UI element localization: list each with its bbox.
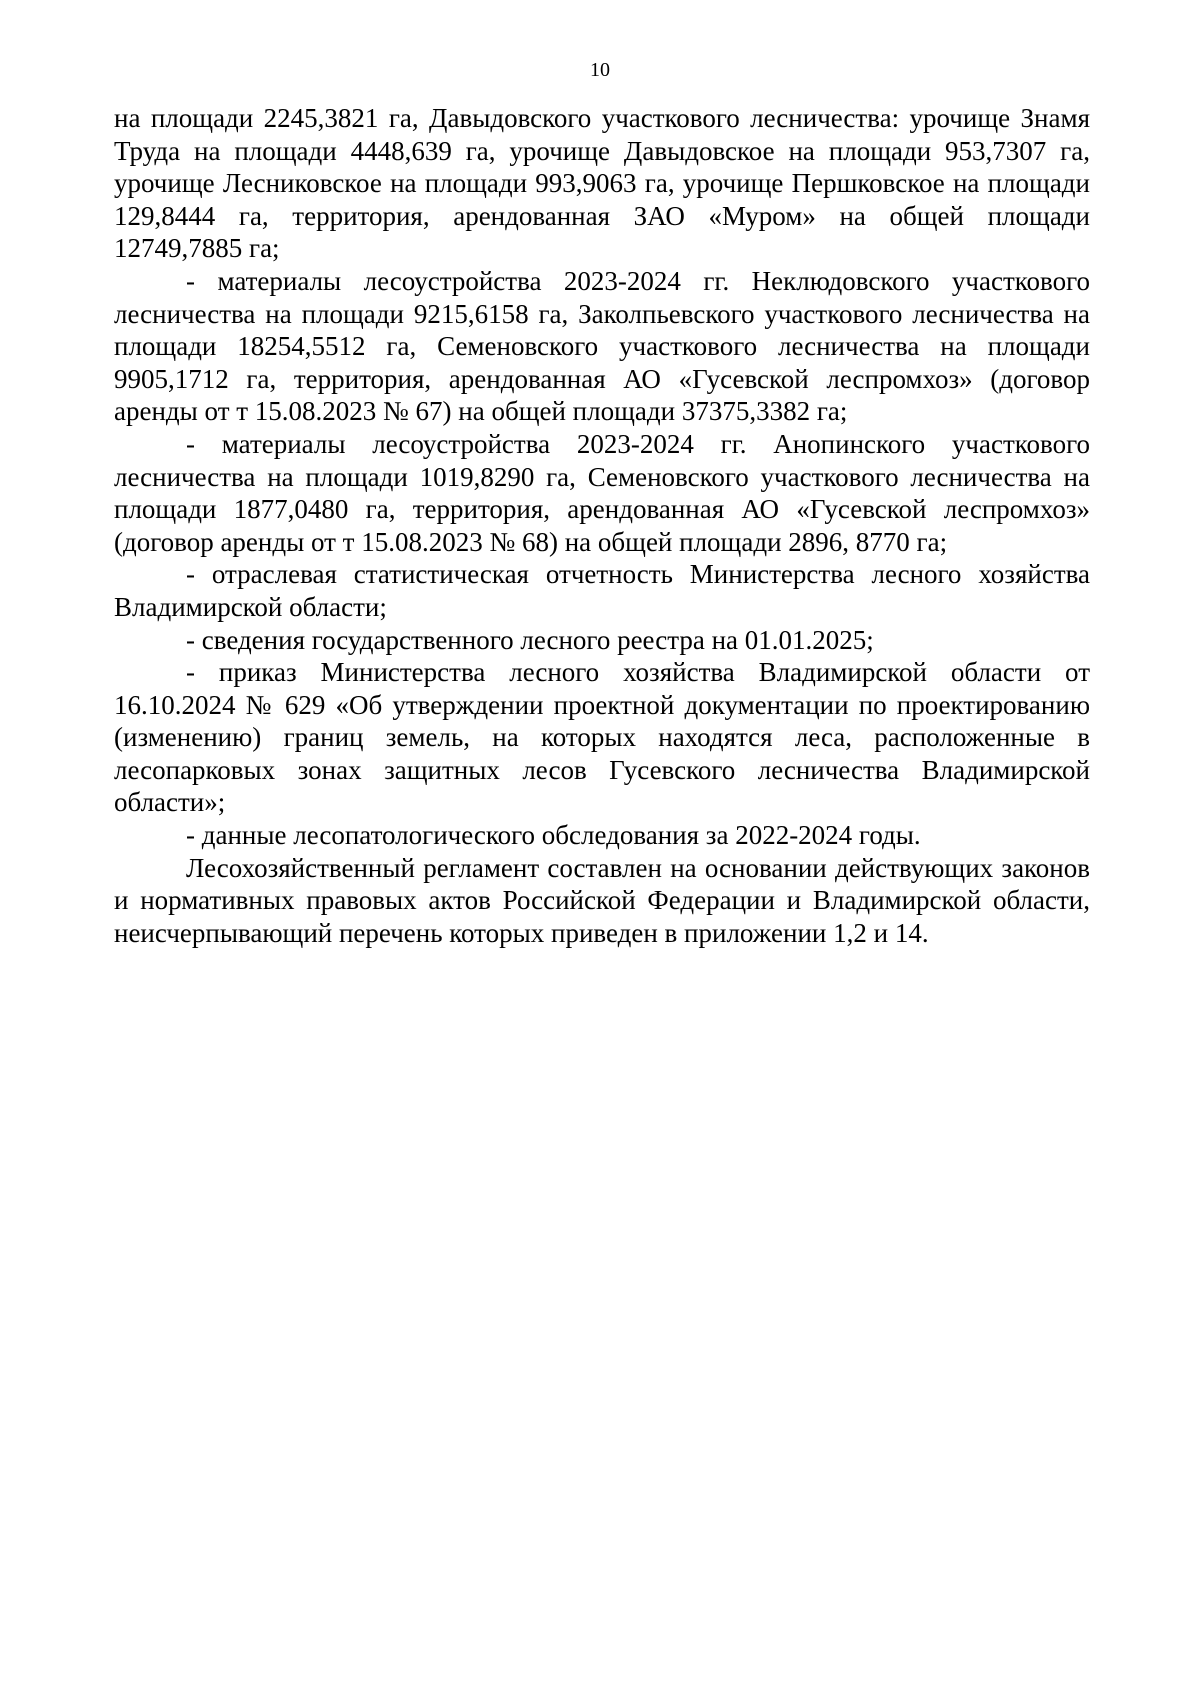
paragraph-regulation-basis: Лесохозяйственный регламент составлен на основании действующих законов и нормативных правовых актов Российской Федерации и Владимирской области, неисчерпывающий перечень которых приведен в приложении 1,2 и 14. — [114, 852, 1090, 948]
page-number: 10 — [590, 59, 610, 81]
list-item-ministry-order: - приказ Министерства лесного хозяйства Владимирской области от 16.10.2024 № 629 «Об утверждении проектной документации по проектированию (изменению) границ земель, на которых находятся леса, расположенные в лесопарковых зонах защитных лесов Гусевского лесничества Владимирской области»; — [114, 657, 1090, 818]
list-item-statistical-reporting: - отраслевая статистическая отчетность Министерства лесного хозяйства Владимирской области; — [114, 559, 1090, 622]
paragraph-continuation: на площади 2245,3821 га, Давыдовского участкового лесничества: урочище Знамя Труда на площади 4448,639 га, урочище Давыдовское на площади 953,7307 га, урочище Лесниковское на площади 993,9063 га, урочище Першковское на площади 129,8444 га, территория, арендованная ЗАО «Муром» на общей площади 12749,7885 га; — [114, 103, 1090, 264]
list-item-forest-pathology-data: - данные лесопатологического обследования за 2022-2024 годы. — [186, 820, 921, 851]
list-item-forest-registry: - сведения государственного лесного реестра на 01.01.2025; — [186, 624, 874, 655]
document-body — [114, 102, 1090, 949]
list-item-neklyudovo-materials: - материалы лесоустройства 2023-2024 гг. Неклюдовского участкового лесничества на площади 9215,6158 га, Заколпьевского участкового лесничества на площади 18254,5512 га, Семеновского участкового лесничества на площади 9905,1712 га, территория, арендованная АО «Гусевской леспромхоз» (договор аренды от т 15.08.2023 № 67) на общей площади 37375,3382 га; — [114, 265, 1090, 427]
list-item-anopino-materials: - материалы лесоустройства 2023-2024 гг. Анопинского участкового лесничества на площади 1019,8290 га, Семеновского участкового лесничества на площади 1877,0480 га, территория, арендованная АО «Гусевской леспромхоз» (договор аренды от т 15.08.2023 № 68) на общей площади 2896, 8770 га; — [114, 428, 1090, 557]
